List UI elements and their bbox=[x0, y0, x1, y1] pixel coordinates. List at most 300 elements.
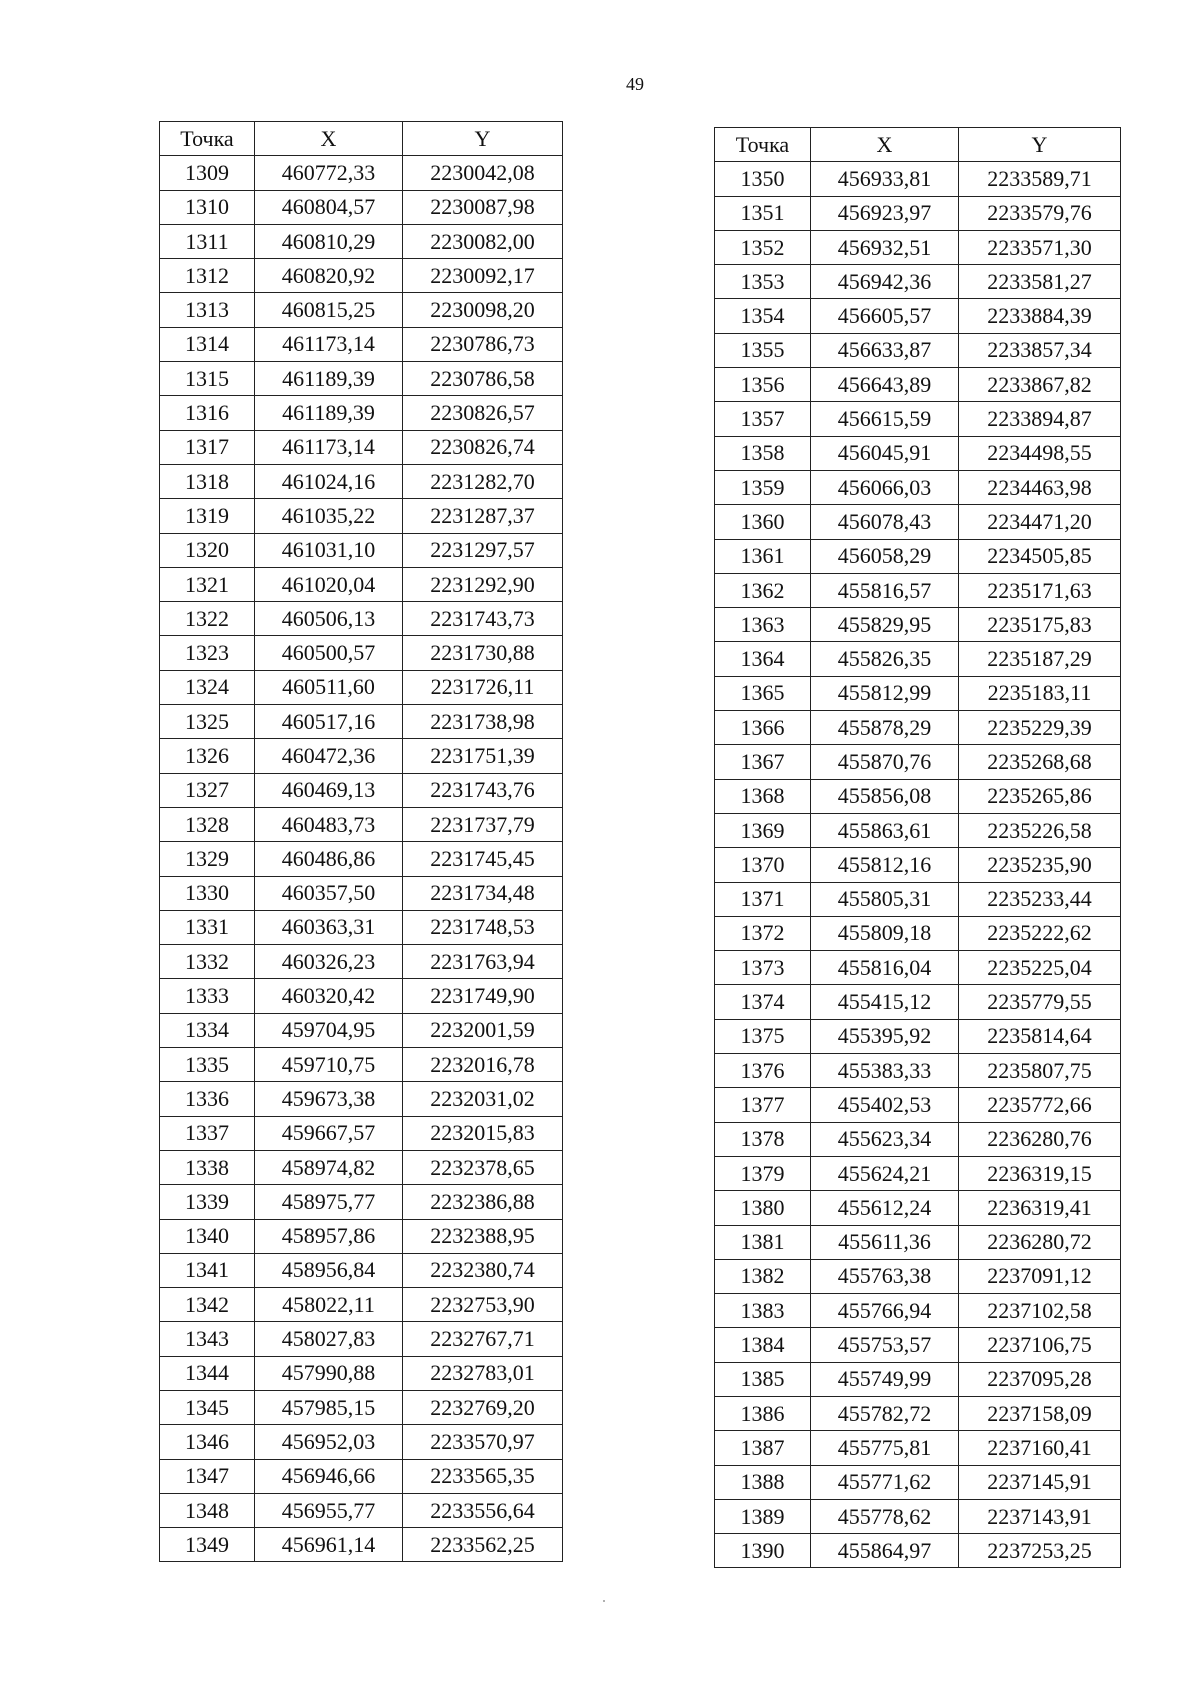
cell-x: 460500,57 bbox=[255, 636, 403, 670]
cell-point: 1376 bbox=[715, 1054, 811, 1088]
table-row bbox=[715, 402, 1121, 436]
cell-y: 2237160,41 bbox=[959, 1431, 1121, 1465]
cell-point: 1338 bbox=[160, 1150, 255, 1184]
cell-y: 2232001,59 bbox=[403, 1013, 563, 1047]
cell-y: 2232016,78 bbox=[403, 1048, 563, 1082]
cell-y: 2236280,76 bbox=[959, 1122, 1121, 1156]
cell-y: 2237158,09 bbox=[959, 1396, 1121, 1430]
cell-point: 1324 bbox=[160, 670, 255, 704]
cell-y: 2235225,04 bbox=[959, 951, 1121, 985]
table-row bbox=[715, 1225, 1121, 1259]
cell-x: 455383,33 bbox=[811, 1054, 959, 1088]
cell-y: 2237253,25 bbox=[959, 1534, 1121, 1568]
table-row bbox=[715, 539, 1121, 573]
cell-x: 461031,10 bbox=[255, 533, 403, 567]
table-row bbox=[715, 1054, 1121, 1088]
cell-point: 1351 bbox=[715, 196, 811, 230]
table-row bbox=[715, 265, 1121, 299]
cell-y: 2231745,45 bbox=[403, 842, 563, 876]
cell-y: 2233571,30 bbox=[959, 230, 1121, 264]
cell-y: 2236280,72 bbox=[959, 1225, 1121, 1259]
cell-x: 455812,16 bbox=[811, 848, 959, 882]
cell-x: 460483,73 bbox=[255, 807, 403, 841]
table-row bbox=[715, 1088, 1121, 1122]
table-row bbox=[160, 362, 563, 396]
cell-x: 457985,15 bbox=[255, 1390, 403, 1424]
cell-x: 456923,97 bbox=[811, 196, 959, 230]
table-row bbox=[160, 190, 563, 224]
cell-x: 460357,50 bbox=[255, 876, 403, 910]
cell-x: 460486,86 bbox=[255, 842, 403, 876]
cell-y: 2235171,63 bbox=[959, 573, 1121, 607]
table-row bbox=[160, 1459, 563, 1493]
cell-y: 2236319,41 bbox=[959, 1191, 1121, 1225]
cell-point: 1350 bbox=[715, 162, 811, 196]
cell-x: 460815,25 bbox=[255, 293, 403, 327]
table-row bbox=[715, 1294, 1121, 1328]
table-row bbox=[715, 1191, 1121, 1225]
cell-x: 461035,22 bbox=[255, 499, 403, 533]
cell-y: 2233556,64 bbox=[403, 1493, 563, 1527]
table-row bbox=[160, 1322, 563, 1356]
table-row bbox=[160, 499, 563, 533]
cell-x: 455612,24 bbox=[811, 1191, 959, 1225]
cell-point: 1362 bbox=[715, 573, 811, 607]
table-row bbox=[715, 608, 1121, 642]
header-y: Y bbox=[403, 122, 563, 156]
table-row bbox=[160, 1013, 563, 1047]
table-row bbox=[160, 876, 563, 910]
cell-point: 1340 bbox=[160, 1219, 255, 1253]
table-row bbox=[715, 916, 1121, 950]
cell-y: 2233570,97 bbox=[403, 1425, 563, 1459]
cell-point: 1311 bbox=[160, 224, 255, 258]
cell-y: 2233857,34 bbox=[959, 333, 1121, 367]
cell-y: 2235226,58 bbox=[959, 813, 1121, 847]
cell-point: 1369 bbox=[715, 813, 811, 847]
cell-point: 1322 bbox=[160, 602, 255, 636]
cell-y: 2231730,88 bbox=[403, 636, 563, 670]
table-row bbox=[715, 299, 1121, 333]
cell-y: 2230042,08 bbox=[403, 156, 563, 190]
table-row bbox=[160, 156, 563, 190]
cell-y: 2235175,83 bbox=[959, 608, 1121, 642]
cell-point: 1354 bbox=[715, 299, 811, 333]
table-row bbox=[715, 1156, 1121, 1190]
cell-x: 459673,38 bbox=[255, 1082, 403, 1116]
cell-point: 1341 bbox=[160, 1253, 255, 1287]
cell-x: 455624,21 bbox=[811, 1156, 959, 1190]
table-row bbox=[715, 505, 1121, 539]
cell-x: 456066,03 bbox=[811, 470, 959, 504]
cell-point: 1383 bbox=[715, 1294, 811, 1328]
table-row bbox=[160, 1082, 563, 1116]
cell-x: 461173,14 bbox=[255, 327, 403, 361]
table-row bbox=[715, 745, 1121, 779]
cell-point: 1343 bbox=[160, 1322, 255, 1356]
table-row bbox=[160, 1390, 563, 1424]
table-row bbox=[160, 670, 563, 704]
cell-y: 2237106,75 bbox=[959, 1328, 1121, 1362]
cell-x: 458957,86 bbox=[255, 1219, 403, 1253]
cell-x: 456961,14 bbox=[255, 1528, 403, 1562]
cell-point: 1358 bbox=[715, 436, 811, 470]
cell-x: 455775,81 bbox=[811, 1431, 959, 1465]
table-row bbox=[160, 773, 563, 807]
cell-point: 1368 bbox=[715, 779, 811, 813]
cell-x: 456045,91 bbox=[811, 436, 959, 470]
cell-x: 461020,04 bbox=[255, 567, 403, 601]
cell-point: 1320 bbox=[160, 533, 255, 567]
cell-y: 2232386,88 bbox=[403, 1185, 563, 1219]
cell-x: 455395,92 bbox=[811, 1019, 959, 1053]
table-row bbox=[160, 1185, 563, 1219]
cell-point: 1374 bbox=[715, 985, 811, 1019]
cell-x: 458027,83 bbox=[255, 1322, 403, 1356]
cell-y: 2232031,02 bbox=[403, 1082, 563, 1116]
table-row bbox=[160, 807, 563, 841]
cell-x: 455766,94 bbox=[811, 1294, 959, 1328]
cell-point: 1334 bbox=[160, 1013, 255, 1047]
cell-point: 1316 bbox=[160, 396, 255, 430]
table-header-row bbox=[715, 128, 1121, 162]
cell-point: 1312 bbox=[160, 259, 255, 293]
cell-x: 455829,95 bbox=[811, 608, 959, 642]
table-row bbox=[715, 1259, 1121, 1293]
cell-point: 1346 bbox=[160, 1425, 255, 1459]
cell-point: 1357 bbox=[715, 402, 811, 436]
table-row bbox=[160, 430, 563, 464]
cell-point: 1315 bbox=[160, 362, 255, 396]
table-row bbox=[715, 573, 1121, 607]
cell-point: 1371 bbox=[715, 882, 811, 916]
cell-x: 459704,95 bbox=[255, 1013, 403, 1047]
cell-point: 1352 bbox=[715, 230, 811, 264]
cell-x: 460363,31 bbox=[255, 910, 403, 944]
cell-x: 455753,57 bbox=[811, 1328, 959, 1362]
cell-x: 455856,08 bbox=[811, 779, 959, 813]
cell-y: 2232783,01 bbox=[403, 1356, 563, 1390]
cell-y: 2231743,73 bbox=[403, 602, 563, 636]
table-row bbox=[715, 848, 1121, 882]
cell-y: 2231748,53 bbox=[403, 910, 563, 944]
cell-x: 456946,66 bbox=[255, 1459, 403, 1493]
cell-point: 1364 bbox=[715, 642, 811, 676]
table-row bbox=[715, 333, 1121, 367]
cell-y: 2233581,27 bbox=[959, 265, 1121, 299]
cell-y: 2235772,66 bbox=[959, 1088, 1121, 1122]
cell-point: 1377 bbox=[715, 1088, 811, 1122]
table-row bbox=[160, 567, 563, 601]
cell-y: 2235222,62 bbox=[959, 916, 1121, 950]
cell-point: 1347 bbox=[160, 1459, 255, 1493]
cell-y: 2233579,76 bbox=[959, 196, 1121, 230]
cell-y: 2232015,83 bbox=[403, 1116, 563, 1150]
cell-y: 2231734,48 bbox=[403, 876, 563, 910]
cell-point: 1331 bbox=[160, 910, 255, 944]
table-row bbox=[715, 1396, 1121, 1430]
cell-point: 1328 bbox=[160, 807, 255, 841]
table-row bbox=[715, 230, 1121, 264]
table-row bbox=[715, 676, 1121, 710]
cell-x: 455623,34 bbox=[811, 1122, 959, 1156]
cell-x: 455415,12 bbox=[811, 985, 959, 1019]
table-row bbox=[160, 602, 563, 636]
cell-y: 2231282,70 bbox=[403, 464, 563, 498]
cell-y: 2230092,17 bbox=[403, 259, 563, 293]
cell-x: 455611,36 bbox=[811, 1225, 959, 1259]
header-y: Y bbox=[959, 128, 1121, 162]
table-row bbox=[160, 464, 563, 498]
cell-y: 2234471,20 bbox=[959, 505, 1121, 539]
cell-point: 1337 bbox=[160, 1116, 255, 1150]
cell-y: 2230087,98 bbox=[403, 190, 563, 224]
cell-x: 459667,57 bbox=[255, 1116, 403, 1150]
cell-x: 455778,62 bbox=[811, 1499, 959, 1533]
cell-point: 1361 bbox=[715, 539, 811, 573]
cell-y: 2237095,28 bbox=[959, 1362, 1121, 1396]
cell-x: 456633,87 bbox=[811, 333, 959, 367]
cell-x: 461189,39 bbox=[255, 396, 403, 430]
cell-y: 2232753,90 bbox=[403, 1288, 563, 1322]
cell-x: 458022,11 bbox=[255, 1288, 403, 1322]
cell-point: 1317 bbox=[160, 430, 255, 464]
cell-y: 2233884,39 bbox=[959, 299, 1121, 333]
cell-x: 461189,39 bbox=[255, 362, 403, 396]
table-row bbox=[715, 711, 1121, 745]
coordinates-table-right bbox=[714, 127, 1121, 1568]
table-row bbox=[160, 1528, 563, 1562]
table-row bbox=[160, 910, 563, 944]
cell-x: 455763,38 bbox=[811, 1259, 959, 1293]
table-row bbox=[715, 1362, 1121, 1396]
table-row bbox=[715, 813, 1121, 847]
cell-y: 2231726,11 bbox=[403, 670, 563, 704]
scan-speck bbox=[603, 1600, 605, 1602]
cell-x: 458956,84 bbox=[255, 1253, 403, 1287]
cell-point: 1375 bbox=[715, 1019, 811, 1053]
cell-y: 2235235,90 bbox=[959, 848, 1121, 882]
cell-point: 1310 bbox=[160, 190, 255, 224]
cell-y: 2233589,71 bbox=[959, 162, 1121, 196]
cell-y: 2233565,35 bbox=[403, 1459, 563, 1493]
cell-point: 1385 bbox=[715, 1362, 811, 1396]
cell-y: 2235814,64 bbox=[959, 1019, 1121, 1053]
cell-point: 1365 bbox=[715, 676, 811, 710]
header-x: X bbox=[811, 128, 959, 162]
table-row bbox=[715, 1499, 1121, 1533]
cell-point: 1370 bbox=[715, 848, 811, 882]
cell-y: 2231292,90 bbox=[403, 567, 563, 601]
cell-y: 2235779,55 bbox=[959, 985, 1121, 1019]
cell-y: 2234463,98 bbox=[959, 470, 1121, 504]
cell-point: 1386 bbox=[715, 1396, 811, 1430]
cell-x: 460511,60 bbox=[255, 670, 403, 704]
table-row bbox=[715, 1122, 1121, 1156]
table-row bbox=[160, 1116, 563, 1150]
table-row bbox=[715, 1019, 1121, 1053]
cell-y: 2234505,85 bbox=[959, 539, 1121, 573]
cell-y: 2232380,74 bbox=[403, 1253, 563, 1287]
table-row bbox=[160, 1356, 563, 1390]
cell-y: 2235265,86 bbox=[959, 779, 1121, 813]
cell-y: 2232767,71 bbox=[403, 1322, 563, 1356]
cell-point: 1356 bbox=[715, 368, 811, 402]
cell-point: 1363 bbox=[715, 608, 811, 642]
cell-x: 455749,99 bbox=[811, 1362, 959, 1396]
table-row bbox=[160, 1288, 563, 1322]
cell-point: 1382 bbox=[715, 1259, 811, 1293]
cell-x: 456933,81 bbox=[811, 162, 959, 196]
cell-point: 1345 bbox=[160, 1390, 255, 1424]
cell-x: 455805,31 bbox=[811, 882, 959, 916]
cell-point: 1329 bbox=[160, 842, 255, 876]
table-row bbox=[160, 705, 563, 739]
cell-point: 1332 bbox=[160, 945, 255, 979]
cell-x: 458975,77 bbox=[255, 1185, 403, 1219]
cell-x: 460810,29 bbox=[255, 224, 403, 258]
header-point: Точка bbox=[715, 128, 811, 162]
cell-point: 1321 bbox=[160, 567, 255, 601]
cell-x: 455812,99 bbox=[811, 676, 959, 710]
cell-x: 455863,61 bbox=[811, 813, 959, 847]
cell-point: 1353 bbox=[715, 265, 811, 299]
cell-point: 1323 bbox=[160, 636, 255, 670]
cell-x: 460469,13 bbox=[255, 773, 403, 807]
table-row bbox=[715, 436, 1121, 470]
cell-point: 1389 bbox=[715, 1499, 811, 1533]
cell-y: 2235187,29 bbox=[959, 642, 1121, 676]
cell-x: 456952,03 bbox=[255, 1425, 403, 1459]
cell-point: 1360 bbox=[715, 505, 811, 539]
cell-x: 455782,72 bbox=[811, 1396, 959, 1430]
cell-x: 460517,16 bbox=[255, 705, 403, 739]
cell-y: 2230082,00 bbox=[403, 224, 563, 258]
cell-y: 2233894,87 bbox=[959, 402, 1121, 436]
table-row bbox=[160, 327, 563, 361]
cell-point: 1330 bbox=[160, 876, 255, 910]
cell-point: 1336 bbox=[160, 1082, 255, 1116]
cell-point: 1319 bbox=[160, 499, 255, 533]
cell-y: 2233867,82 bbox=[959, 368, 1121, 402]
cell-point: 1381 bbox=[715, 1225, 811, 1259]
cell-y: 2235807,75 bbox=[959, 1054, 1121, 1088]
header-x: X bbox=[255, 122, 403, 156]
cell-point: 1380 bbox=[715, 1191, 811, 1225]
cell-x: 455816,57 bbox=[811, 573, 959, 607]
table-row bbox=[160, 739, 563, 773]
cell-point: 1313 bbox=[160, 293, 255, 327]
cell-y: 2237145,91 bbox=[959, 1465, 1121, 1499]
cell-y: 2231738,98 bbox=[403, 705, 563, 739]
cell-point: 1349 bbox=[160, 1528, 255, 1562]
cell-x: 456078,43 bbox=[811, 505, 959, 539]
table-row bbox=[160, 293, 563, 327]
cell-y: 2232388,95 bbox=[403, 1219, 563, 1253]
table-row bbox=[160, 979, 563, 1013]
cell-x: 455816,04 bbox=[811, 951, 959, 985]
table-row bbox=[715, 882, 1121, 916]
cell-y: 2231763,94 bbox=[403, 945, 563, 979]
cell-x: 456955,77 bbox=[255, 1493, 403, 1527]
cell-point: 1367 bbox=[715, 745, 811, 779]
table-row bbox=[715, 779, 1121, 813]
table-row bbox=[160, 533, 563, 567]
cell-x: 456058,29 bbox=[811, 539, 959, 573]
cell-x: 456932,51 bbox=[811, 230, 959, 264]
cell-point: 1335 bbox=[160, 1048, 255, 1082]
cell-point: 1387 bbox=[715, 1431, 811, 1465]
cell-point: 1314 bbox=[160, 327, 255, 361]
cell-point: 1384 bbox=[715, 1328, 811, 1362]
cell-y: 2236319,15 bbox=[959, 1156, 1121, 1190]
table-row bbox=[715, 196, 1121, 230]
table-row bbox=[160, 259, 563, 293]
cell-x: 458974,82 bbox=[255, 1150, 403, 1184]
table-row bbox=[160, 945, 563, 979]
table-row bbox=[160, 636, 563, 670]
table-row bbox=[715, 1328, 1121, 1362]
cell-y: 2234498,55 bbox=[959, 436, 1121, 470]
cell-point: 1390 bbox=[715, 1534, 811, 1568]
cell-x: 460326,23 bbox=[255, 945, 403, 979]
page-number: 49 bbox=[626, 74, 644, 94]
cell-y: 2235268,68 bbox=[959, 745, 1121, 779]
table-row bbox=[160, 1253, 563, 1287]
cell-x: 460506,13 bbox=[255, 602, 403, 636]
cell-point: 1366 bbox=[715, 711, 811, 745]
cell-x: 455826,35 bbox=[811, 642, 959, 676]
cell-y: 2231297,57 bbox=[403, 533, 563, 567]
table-row bbox=[715, 1465, 1121, 1499]
cell-point: 1372 bbox=[715, 916, 811, 950]
header-point: Точка bbox=[160, 122, 255, 156]
cell-x: 456942,36 bbox=[811, 265, 959, 299]
cell-x: 455870,76 bbox=[811, 745, 959, 779]
cell-point: 1318 bbox=[160, 464, 255, 498]
cell-x: 460820,92 bbox=[255, 259, 403, 293]
table-row bbox=[160, 1493, 563, 1527]
cell-y: 2235183,11 bbox=[959, 676, 1121, 710]
cell-x: 456605,57 bbox=[811, 299, 959, 333]
table-header-row bbox=[160, 122, 563, 156]
cell-x: 455864,97 bbox=[811, 1534, 959, 1568]
cell-x: 455771,62 bbox=[811, 1465, 959, 1499]
cell-y: 2232769,20 bbox=[403, 1390, 563, 1424]
cell-y: 2231737,79 bbox=[403, 807, 563, 841]
table-row bbox=[715, 162, 1121, 196]
table-row bbox=[715, 642, 1121, 676]
table-row bbox=[160, 1219, 563, 1253]
table-row bbox=[715, 368, 1121, 402]
cell-point: 1309 bbox=[160, 156, 255, 190]
table-row bbox=[160, 842, 563, 876]
coordinates-table-left bbox=[159, 121, 563, 1562]
cell-point: 1344 bbox=[160, 1356, 255, 1390]
cell-point: 1359 bbox=[715, 470, 811, 504]
cell-point: 1379 bbox=[715, 1156, 811, 1190]
cell-point: 1342 bbox=[160, 1288, 255, 1322]
cell-point: 1326 bbox=[160, 739, 255, 773]
cell-point: 1373 bbox=[715, 951, 811, 985]
cell-x: 455878,29 bbox=[811, 711, 959, 745]
cell-x: 455809,18 bbox=[811, 916, 959, 950]
cell-x: 460472,36 bbox=[255, 739, 403, 773]
cell-y: 2231749,90 bbox=[403, 979, 563, 1013]
cell-point: 1388 bbox=[715, 1465, 811, 1499]
cell-x: 461024,16 bbox=[255, 464, 403, 498]
cell-x: 460772,33 bbox=[255, 156, 403, 190]
